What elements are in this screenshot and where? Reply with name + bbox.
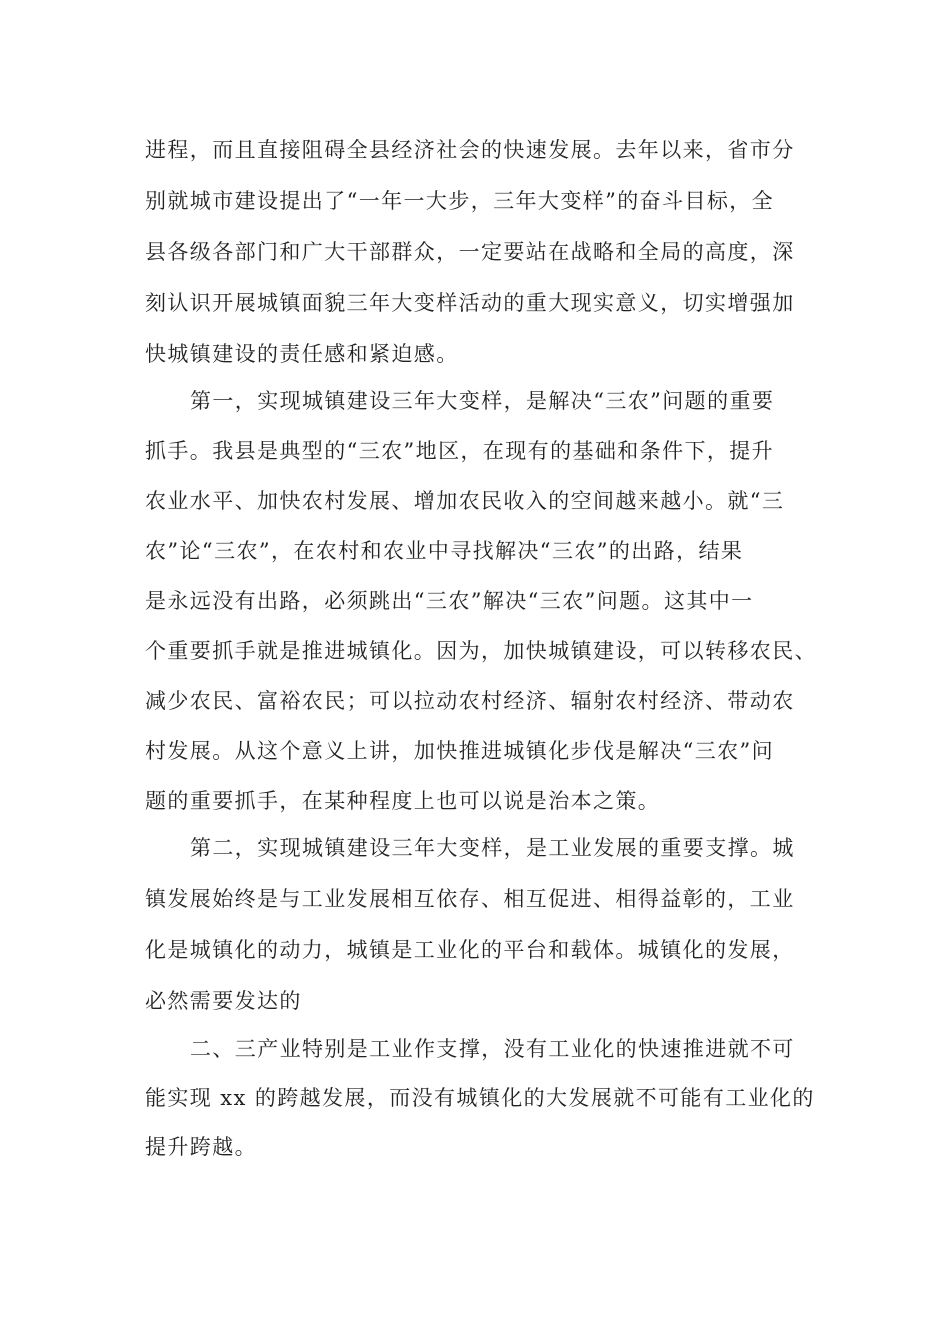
text-line: 必然需要发达的 bbox=[145, 989, 302, 1013]
text-line: 提升跨越。 bbox=[145, 1135, 257, 1159]
text-line: 能实现 xx 的跨越发展，而没有城镇化的大发展就不可能有工业化的 bbox=[145, 1086, 815, 1110]
text-line: 别就城市建设提出了“一年一大步，三年大变样”的奋斗目标，全 bbox=[145, 189, 775, 213]
text-line: 化是城镇化的动力，城镇是工业化的平台和载体。城镇化的发展， bbox=[145, 938, 795, 962]
text-line: 村发展。从这个意义上讲，加快推进城镇化步伐是解决“三农”问 bbox=[145, 739, 775, 763]
text-line: 是永远没有出路，必须跳出“三农”解决“三农”问题。这其中一 bbox=[145, 589, 754, 613]
text-line: 题的重要抓手，在某种程度上也可以说是治本之策。 bbox=[145, 789, 661, 813]
text-line: 县各级各部门和广大干部群众，一定要站在战略和全局的高度，深 bbox=[145, 240, 795, 264]
text-line: 刻认识开展城镇面貌三年大变样活动的重大现实意义，切实增强加 bbox=[145, 291, 795, 315]
text-line: 农业水平、加快农村发展、增加农民收入的空间越来越小。就“三 bbox=[145, 489, 785, 513]
text-line: 抓手。我县是典型的“三农”地区，在现有的基础和条件下，提升 bbox=[145, 439, 775, 463]
text-line: 减少农民、富裕农民；可以拉动农村经济、辐射农村经济、带动农 bbox=[145, 689, 795, 713]
text-line: 快城镇建设的责任感和紧迫感。 bbox=[145, 342, 459, 366]
paragraph-first-line: 二、三产业特别是工业作支撑，没有工业化的快速推进就不可 bbox=[190, 1037, 795, 1061]
text-line: 进程，而且直接阻碍全县经济社会的快速发展。去年以来，省市分 bbox=[145, 138, 795, 162]
text-line: 镇发展始终是与工业发展相互依存、相互促进、相得益彰的，工业 bbox=[145, 887, 795, 911]
text-line: 个重要抓手就是推进城镇化。因为，加快城镇建设，可以转移农民、 bbox=[145, 639, 817, 663]
paragraph-first-line: 第二，实现城镇建设三年大变样，是工业发展的重要支撑。城 bbox=[190, 836, 795, 860]
text-line: 农”论“三农”，在农村和农业中寻找解决“三农”的出路，结果 bbox=[145, 539, 744, 563]
paragraph-first-line: 第一，实现城镇建设三年大变样，是解决“三农”问题的重要 bbox=[190, 389, 775, 413]
